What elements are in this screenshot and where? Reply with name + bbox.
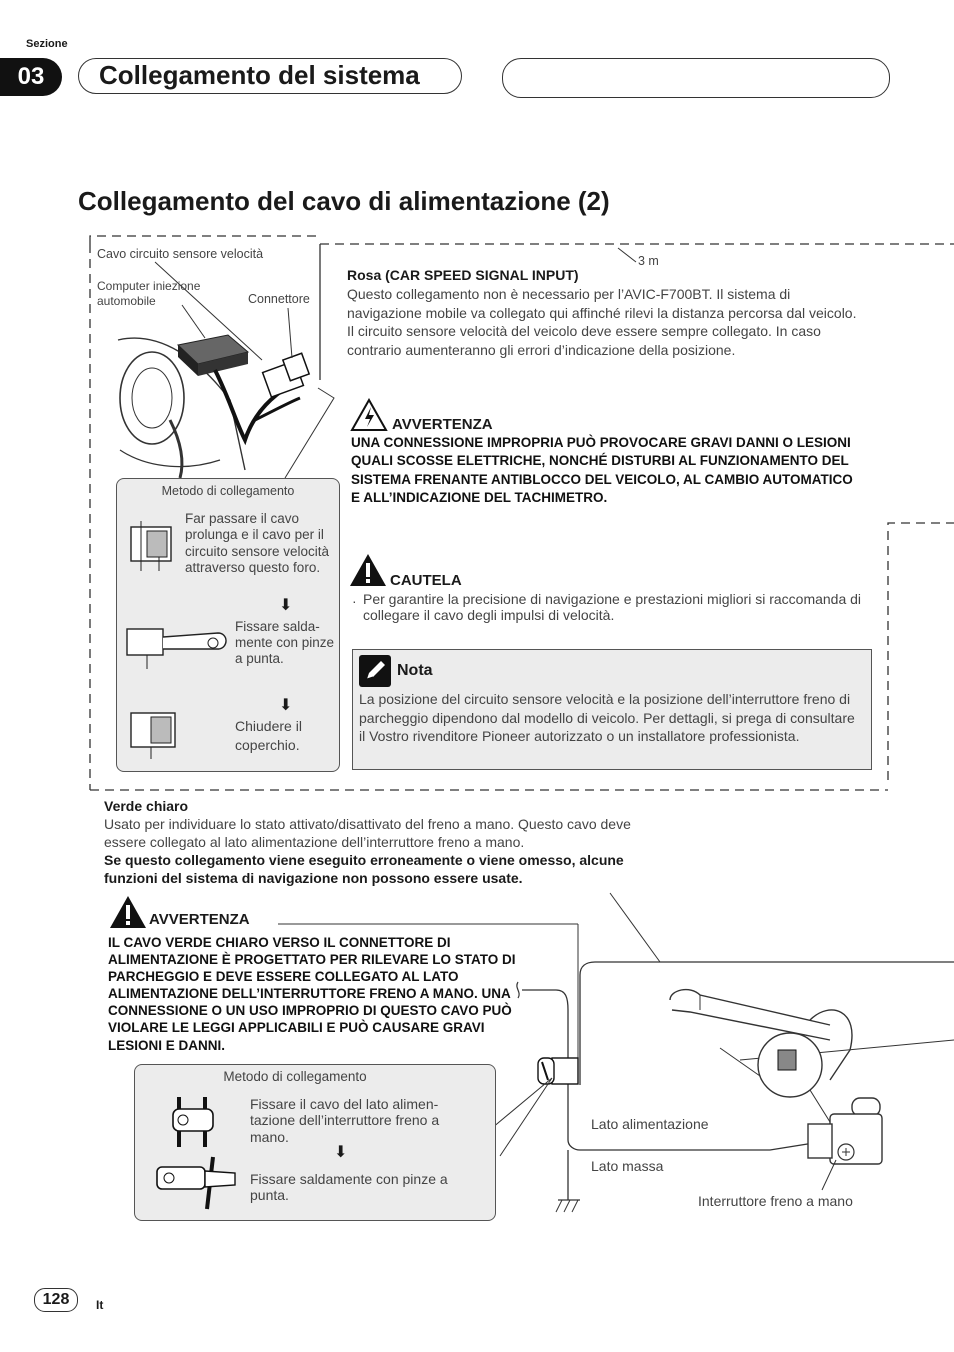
- sensor-cable-label: Cavo circuito sensore velocità: [97, 247, 264, 261]
- section-label: Sezione: [26, 38, 68, 50]
- bottom-step1-illustration: [165, 1093, 225, 1151]
- method-step-2: Fissare salda-mente con pinze a punta.: [235, 619, 335, 666]
- green-bold-text: Se questo collegamento viene eseguito erroneamente o viene omesso, alcune funzioni del sistema di navigazione non possono essere usate.: [104, 852, 624, 886]
- method-step-3: Chiudere il coperchio.: [235, 718, 302, 753]
- method-panel-top: [116, 478, 340, 772]
- connector-label: Connettore: [248, 292, 310, 306]
- pink-heading: Rosa (CAR SPEED SIGNAL INPUT): [347, 267, 579, 283]
- method-step-1: Far passare il cavo prolunga e il cavo per il circuito sensore velocità attraverso questo foro.: [185, 511, 330, 575]
- language-code: It: [96, 1298, 104, 1312]
- bottom-method-step-1: Fissare il cavo del lato alimen-tazione dell’interruttore freno a mano.: [250, 1096, 440, 1145]
- section-title: Collegamento del sistema: [78, 58, 462, 94]
- page-number: 128: [34, 1288, 78, 1312]
- bottom-step2-illustration: [155, 1153, 239, 1213]
- warning-triangle-icon: [108, 894, 148, 930]
- bottom-method-step-2: Fissare saldamente con pinze a punta.: [250, 1171, 448, 1204]
- ground-symbol-icon: [556, 1200, 580, 1212]
- warning2-heading: AVVERTENZA: [149, 911, 250, 928]
- step2-illustration: [123, 619, 233, 671]
- note-heading: Nota: [397, 662, 433, 679]
- warning1-text: UNA CONNESSIONE IMPROPRIA PUÒ PROVOCARE GRAVI DANNI O LESIONI QUALI SCOSSE ELETTRICHE, NONCHÉ DISTURBI AL FUNZIONAMENTO DEL SISTEMA FRENANTE ANTIBLOCCO DEL VEICOLO, AL CAMBIO AUTOMATICO E ALL’INDICAZIONE DEL TACHIMETRO.: [351, 435, 853, 505]
- section-number-badge: 03: [0, 58, 62, 96]
- method-title-bottom: Metodo di collegamento: [223, 1069, 367, 1084]
- handbrake-switch-label: Interruttore freno a mano: [698, 1193, 853, 1209]
- down-arrow-icon: ⬇: [334, 1144, 348, 1161]
- caution-text: Per garantire la precisione di navigazione e prestazioni migliori si raccomanda di collegare il cavo degli impulsi di velocità.: [363, 591, 862, 623]
- step3-illustration: [125, 705, 185, 761]
- down-arrow-icon: ⬇: [279, 697, 293, 714]
- warning2-text: IL CAVO VERDE CHIARO VERSO IL CONNETTORE DI ALIMENTAZIONE È PROGETTATO PER RILEVARE LO STATO DI PARCHEGGIO E DEVE ESSERE COLLEGATO AL LATO ALIMENTAZIONE DELL’INTERRUTTORE FRENO A MANO. UNA CONNESSIONE O UN USO IMPROPRIO DI QUESTO CAVO PUÒ VIOLARE LE LEGGI APPLICABILI E PUÒ CAUSARE GRAVI LESIONI E DANNI.: [108, 935, 516, 1053]
- ground-side-label: Lato massa: [591, 1158, 664, 1174]
- page-title: Collegamento del cavo di alimentazione (2): [78, 186, 610, 216]
- method-title: Metodo di collegamento: [161, 484, 295, 498]
- caution-bullet: ·: [352, 593, 357, 609]
- length-label: 3 m: [638, 254, 659, 268]
- down-arrow-icon: ⬇: [279, 597, 293, 614]
- note-box: [352, 649, 872, 770]
- method-panel-bottom: [134, 1064, 496, 1221]
- power-side-label: Lato alimentazione: [591, 1116, 709, 1132]
- warning-triangle-icon: [348, 552, 388, 588]
- step1-illustration: [125, 517, 181, 573]
- caution-heading: CAUTELA: [390, 572, 462, 589]
- green-text: Usato per individuare lo stato attivato/disattivato del freno a mano. Questo cavo deve essere collegato al lato alimentazione dell’interruttore freno a mano.: [104, 816, 631, 850]
- note-pencil-icon: [359, 655, 391, 687]
- note-text: La posizione del circuito sensore velocità e la posizione dell’interruttore freno di parcheggio dipendono dal modello di veicolo. Per dettagli, si prega di consultare il Vostro rivenditore Pioneer autorizzato o un installatore professionista.: [359, 691, 855, 744]
- green-heading: Verde chiaro: [104, 798, 189, 814]
- warning1-heading: AVVERTENZA: [392, 416, 493, 433]
- pink-text: Questo collegamento non è necessario per l’AVIC-F700BT. Il sistema di navigazione mobile va collegato qui affinché rilevi la distanza percorsa dal veicolo. Il circuito sensore velocità del veicolo deve essere sempre collegato. In caso contrario aumenteranno gli errori d’indicazione della posizione.: [347, 286, 857, 358]
- ecu-label: Computer iniezione automobile: [97, 279, 201, 308]
- warning-triangle-icon: [350, 398, 388, 432]
